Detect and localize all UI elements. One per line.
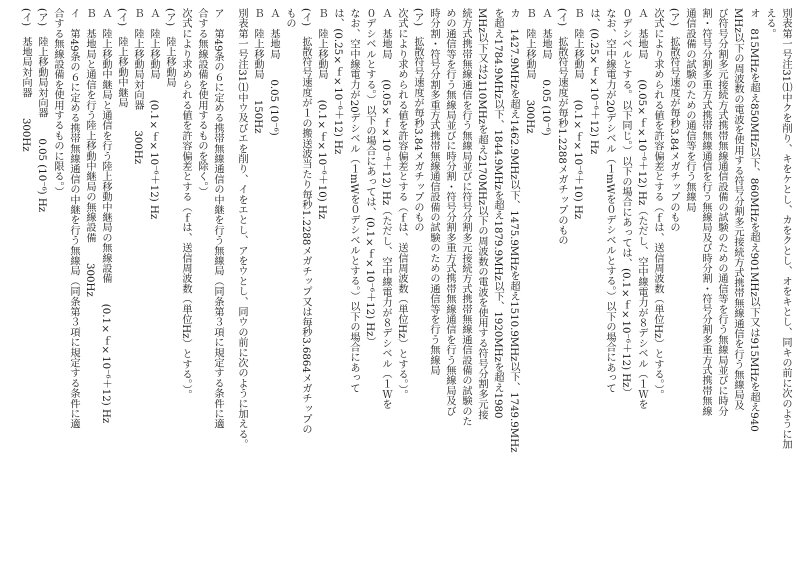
- text-line: は、(0.25×ｆ×10⁻⁶＋12) Hz: [332, 8, 343, 155]
- text-line: 次式により求められる値を許容偏差とする（ｆは、送信周波数（単位Hz）とする。）。: [652, 8, 663, 400]
- text-line: える。: [764, 8, 775, 39]
- text-line: Ａ 陸上移動局 (0.1×ｆ×10⁻⁶＋12) Hz: [148, 8, 159, 220]
- text-line: Ｂ 陸上移動局 (0.1×ｆ×10⁻⁶＋10) Hz: [316, 8, 327, 220]
- text-line: Ａ 基地局 0.05 (10⁻⁶): [540, 8, 551, 136]
- text-line: Ａ 基地局 0.05 (10⁻⁶): [268, 8, 279, 136]
- text-line: 次式により求められる値を許容偏差とする（ｆは、送信周波数（単位Hz）とする。）。: [396, 8, 407, 400]
- text-line: 次式により求められる値を許容偏差とする（ｆは、送信周波数（単位Hz）とする。）。: [180, 8, 191, 400]
- text-line: び符号分割多元接続方式携帯無線通信設備の試験のための通信等を行う無線局並びに時分: [716, 8, 727, 416]
- text-line: MHz以下又は2110MHzを超え2170MHz以下の周波数の電波を使用する符号分割多元接: [476, 8, 487, 420]
- text-line: 合する無線設備を使用するものを除く。）: [196, 8, 207, 197]
- text-line: MHz以下の周波数の電波を使用する符号分割多元接続方式携帯無線通信を行う無線局及: [732, 8, 743, 411]
- text-line: (ア) 拡散符号速度が毎秒3.84メガチップのもの: [412, 8, 423, 233]
- text-line: ア 第49条の６に定める携帯無線通信の中継を行う無線局（同条第３項に規定する条件に適: [212, 8, 223, 429]
- text-line: Ａ 基地局 (0.05×ｆ×10⁻⁶＋12) Hz（ただし、空中線電力が８デシベル（１Ｗを: [636, 8, 647, 410]
- text-line: (ア) 陸上移動局対向器 0.05 (10⁻⁶) Hz: [36, 8, 47, 213]
- text-line: Ｂ 陸上移動局対向器 300Hz: [132, 8, 143, 165]
- text-line: なお、空中線電力が20デシベル（１mWを０デシベルとする。）以下の場合にあって: [348, 8, 359, 393]
- text-line: は、(0.25×ｆ×10⁻⁶＋12) Hz: [588, 8, 599, 155]
- text-line: ０デシベルとする。以下同じ。）以下の場合にあっては、(0.1×ｆ×10⁻⁶＋12) Hz）: [620, 8, 631, 398]
- text-line: (イ) 陸上移動中継局: [116, 8, 127, 108]
- text-line: めの通信等を行う無線局並びに時分割・符号分割多重方式携帯無線通信を行う無線局及び: [444, 8, 455, 416]
- text-line: 別表第一号注31⑴中クを削り、キをケとし、カをクとし、オをキとし、同キの前に次のように加: [780, 8, 791, 450]
- text-line: Ｂ 基地局と通信を行う陸上移動中継局の無線設備 300Hz: [84, 8, 95, 297]
- text-line: (イ) 拡散符号速度が毎秒1.2288メガチップのもの: [556, 8, 567, 246]
- text-line: Ｂ 陸上移動局 (0.1×ｆ×10⁻⁶＋10) Hz: [572, 8, 583, 220]
- text-line: (ア) 陸上移動局: [164, 8, 175, 88]
- text-line: カ 1427.9MHzを超え1462.9MHz以下、1475.9MHzを超え1510.9MHz以下、1749.9MHz: [508, 8, 519, 453]
- text-line: (イ) 基地局対向器 300Hz: [20, 8, 31, 152]
- text-line: Ｂ 陸上移動局 150Hz: [252, 8, 263, 134]
- text-line: (イ) 拡散符号速度が１の搬送波当たり毎秒1.2288メガチップ又は毎秒3.6864メガチップの: [300, 8, 311, 435]
- text-line: ０デシベルとする。）以下の場合にあっては、(0.1×ｆ×10⁻⁶＋12) Hz）: [364, 8, 375, 347]
- document-body: [5, 8, 793, 556]
- text-line: なお、空中線電力が20デシベル（１mWを０デシベルとする。）以下の場合にあって: [604, 8, 615, 393]
- text-line: もの: [284, 8, 295, 29]
- text-line: Ａ 基地局 (0.05×ｆ×10⁻⁶＋12) Hz（ただし、空中線電力が８デシベル（１Ｗを: [380, 8, 391, 410]
- text-line: 割・符号分割多重方式携帯無線通信を行う無線局及び時分割・符号分割多重方式携帯無線: [700, 8, 711, 416]
- text-line: 時分割・符号分割多重方式携帯無線通信設備の試験のための通信等を行う無線局: [428, 8, 439, 376]
- text-line: Ａ 陸上移動中継局と通信を行う陸上移動中継局の無線設備 (0.1×ｆ×10⁻⁶＋12) Hz: [100, 8, 111, 424]
- text-line: を超え1784.9MHz以下、1844.9MHzを超え1879.9MHz以下、1920MHzを超え1980: [492, 8, 503, 419]
- text-line: 通信設備の試験のための通信等を行う無線局: [684, 8, 695, 212]
- text-line: オ 815MHzを超え850MHz以下、860MHzを超え901MHz以下又は915MHzを超え940: [748, 8, 759, 432]
- text-line: 合する無線設備を使用するものに限る。）: [52, 8, 63, 197]
- text-line: イ 第49条の６に定める携帯無線通信の中継を行う無線局（同条第３項に規定する条件に適: [68, 8, 79, 429]
- text-line: 別表第一号注31⑴中ウ及びエを削り、イをエとし、アをウとし、同ウの前に次のように加える。: [236, 8, 247, 450]
- text-line: Ｂ 陸上移動局 300Hz: [524, 8, 535, 134]
- text-line: (ア) 拡散符号速度が毎秒3.84メガチップのもの: [668, 8, 679, 233]
- text-line: 続方式携帯無線通信を行う無線局並びに符号分割多元接続方式携帯無線通信設備の試験のた: [460, 8, 471, 427]
